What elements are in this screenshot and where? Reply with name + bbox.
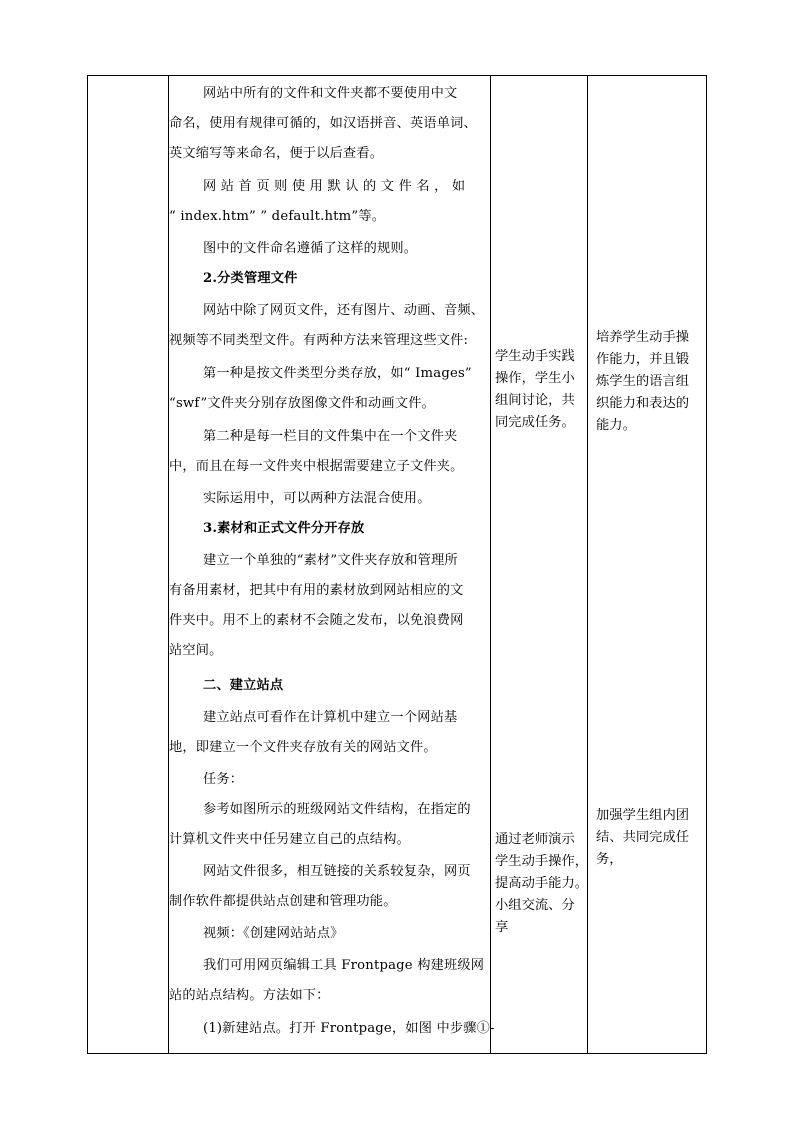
activity-line: 通过老师演示 [495,832,575,847]
content-line: 网站中所有的文件和文件夹都不要使用中文 [203,86,458,101]
content-line: 任务： [203,772,244,787]
intent-line: 加强学生组内团 [596,808,690,823]
design-intent-2 [596,805,689,871]
intent-line: 务， [596,852,623,867]
section-heading: 二、建立站点 [203,678,284,693]
content-line: “swf”文件夹分别存放图像文件和动画文件。 [169,396,435,411]
content-line: 建立站点可看作在计算机中建立一个网站基 [203,710,458,725]
design-intent-1 [596,327,689,437]
activity-line: 操作，学生小 [495,371,575,386]
content-line: 网站中除了网页文件，还有图片、动画、音频、 [203,303,485,318]
content-line: 站的站点结构。方法如下： [169,988,330,1003]
content-line: 制作软件都提供站点创建和管理功能。 [169,894,397,909]
activity-line: 提高动手能力。 [495,876,589,891]
intent-line: 织能力和表达的 [596,396,690,411]
content-line: 参考如图所示的班级网站文件结构，在指定的 [203,802,471,817]
content-line: “ index.htm” ” default.htm”等。 [169,209,386,224]
content-line: 第一种是按文件类型分类存放，如“ Images” [203,366,472,381]
activity-line: 享 [495,920,509,935]
content-line: 件夹中。用不上的素材不会随之发布，以免浪费网 [169,613,464,628]
content-line: 图中的文件命名遵循了这样的规则。 [203,241,418,256]
content-line: 英文缩写等来命名，便于以后查看。 [169,146,384,161]
activity-line: 小组交流、分 [495,898,575,913]
lesson-table [87,75,707,1054]
section-heading: 2.分类管理文件 [203,271,298,286]
activity-line: 学生动手操作， [495,854,589,869]
content-line: 地，即建立一个文件夹存放有关的网站文件。 [169,740,437,755]
content-line: (1)新建站点。打开 Frontpage，如图 中步骤①- [203,1021,495,1036]
content-line: 中，而且在每一文件夹中根据需要建立子文件夹。 [169,459,464,474]
content-line: 第二种是每一栏目的文件集中在一个文件夹 [203,429,458,444]
content-line: 有备用素材，把其中有用的素材放到网站相应的文 [169,583,464,598]
content-line: 视频等不同类型文件。有两种方法来管理这些文件: [169,333,469,348]
intent-line: 炼学生的语言组 [596,374,690,389]
content-line: 实际运用中，可以两种方法混合使用。 [203,491,431,506]
section-heading: 3.素材和正式文件分开存放 [203,521,365,536]
intent-line: 作能力，并且锻 [596,352,690,367]
activity-line: 同完成任务。 [495,415,575,430]
content-line: 我们可用网页编辑工具 Frontpage 构建班级网 [203,958,485,973]
activity-line: 学生动手实践 [495,349,575,364]
content-line: 命名，使用有规律可循的，如汉语拼音、英语单词、 [169,116,477,131]
content-line: 网站文件很多，相互链接的关系较复杂，网页 [203,864,471,879]
content-line: 站空间。 [169,643,223,658]
content-line: 计算机文件夹中任另建立自己的点结构。 [169,832,410,847]
intent-line: 能力。 [596,418,636,433]
intent-line: 结、共同完成任 [596,830,690,845]
content-line: 视频：《创建网站站点》 [203,926,344,941]
content-line: 网 站 首 页 则 使 用 默 认 的 文 件 名 ， 如 [203,179,466,194]
intent-line: 培养学生动手操 [596,330,690,345]
student-activity-2 [495,829,588,939]
content-line: 建立一个单独的“素材”文件夹存放和管理所 [203,553,458,568]
activity-line: 组间讨论，共 [495,393,575,408]
column-divider [490,76,491,1053]
student-activity-1 [495,346,575,434]
